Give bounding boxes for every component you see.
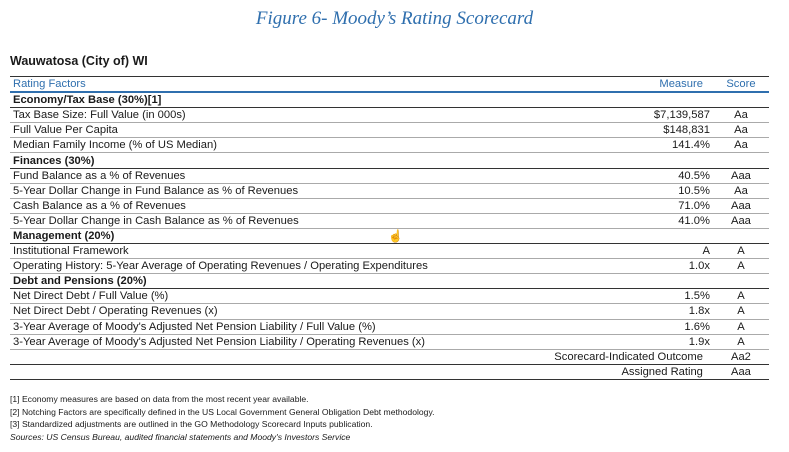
header-rating-factors: Rating Factors (10, 77, 617, 93)
measure-cell: A (617, 244, 713, 259)
score-cell: A (713, 319, 769, 334)
table-row (10, 138, 769, 153)
factor-cell: Full Value Per Capita (10, 123, 617, 138)
table-row (10, 319, 769, 334)
section-title: Debt and Pensions (20%) (10, 274, 769, 289)
measure-cell: 10.5% (617, 183, 713, 198)
score-cell: Aaa (713, 168, 769, 183)
factor-cell: Net Direct Debt / Full Value (%) (10, 289, 617, 304)
factor-cell: Fund Balance as a % of Revenues (10, 168, 617, 183)
factor-cell: 3-Year Average of Moody's Adjusted Net Pension Liability / Operating Revenues (x) (10, 334, 617, 349)
score-cell: A (713, 334, 769, 349)
score-cell: A (713, 259, 769, 274)
score-cell: Aa (713, 183, 769, 198)
factor-cell: 3-Year Average of Moody's Adjusted Net Pension Liability / Full Value (%) (10, 319, 617, 334)
score-cell: Aaa (713, 198, 769, 213)
table-row (10, 168, 769, 183)
measure-cell: 1.6% (617, 319, 713, 334)
measure-cell: 1.8x (617, 304, 713, 319)
table-header-row (10, 77, 769, 93)
section-title: Finances (30%) (10, 153, 769, 168)
rating-scorecard-table (10, 76, 769, 380)
measure-cell: 40.5% (617, 168, 713, 183)
factor-cell: 5-Year Dollar Change in Fund Balance as % of Revenues (10, 183, 617, 198)
header-measure: Measure (617, 77, 713, 93)
summary-row (10, 364, 769, 379)
score-cell: A (713, 244, 769, 259)
summary-label: Assigned Rating (10, 364, 713, 379)
score-cell: Aa (713, 123, 769, 138)
factor-cell: Net Direct Debt / Operating Revenues (x) (10, 304, 617, 319)
summary-score: Aaa (713, 364, 769, 379)
table-row (10, 259, 769, 274)
table-row (10, 334, 769, 349)
section-title: Economy/Tax Base (30%)[1] (10, 92, 769, 108)
table-row (10, 198, 769, 213)
measure-cell: $7,139,587 (617, 108, 713, 123)
factor-cell: Median Family Income (% of US Median) (10, 138, 617, 153)
sources-note: Sources: US Census Bureau, audited financial statements and Moody's Investors Service (10, 431, 351, 442)
measure-cell: 1.9x (617, 334, 713, 349)
factor-cell: Tax Base Size: Full Value (in 000s) (10, 108, 617, 123)
header-score: Score (713, 77, 769, 93)
entity-name: Wauwatosa (City of) WI (10, 54, 148, 68)
section-title: Management (20%) (10, 228, 769, 243)
table-row (10, 183, 769, 198)
table-row (10, 108, 769, 123)
table-row (10, 289, 769, 304)
hand-cursor-icon: ☝ (388, 229, 403, 243)
factor-cell: Operating History: 5-Year Average of Operating Revenues / Operating Expenditures (10, 259, 617, 274)
score-cell: A (713, 304, 769, 319)
summary-row (10, 349, 769, 364)
footnote-1: [1] Economy measures are based on data from the most recent year available. (10, 394, 309, 404)
measure-cell: 1.5% (617, 289, 713, 304)
table-row (10, 213, 769, 228)
section-header-row (10, 274, 769, 289)
factor-cell: Institutional Framework (10, 244, 617, 259)
footnote-2: [2] Notching Factors are specifically defined in the US Local Government General Obligation Debt methodology. (10, 406, 435, 417)
measure-cell: 141.4% (617, 138, 713, 153)
score-cell: Aa (713, 138, 769, 153)
table-row (10, 304, 769, 319)
section-header-row (10, 153, 769, 168)
table-row (10, 123, 769, 138)
table-row (10, 244, 769, 259)
footnote-3: [3] Standardized adjustments are outlined in the GO Methodology Scorecard Inputs publication. (10, 419, 373, 429)
measure-cell: $148,831 (617, 123, 713, 138)
measure-cell: 41.0% (617, 213, 713, 228)
figure-title: Figure 6- Moody’s Rating Scorecard (255, 8, 534, 29)
measure-cell: 1.0x (617, 259, 713, 274)
section-header-row (10, 92, 769, 108)
score-cell: A (713, 289, 769, 304)
factor-cell: 5-Year Dollar Change in Cash Balance as % of Revenues (10, 213, 617, 228)
factor-cell: Cash Balance as a % of Revenues (10, 198, 617, 213)
summary-label: Scorecard-Indicated Outcome (10, 349, 713, 364)
score-cell: Aaa (713, 213, 769, 228)
footnotes (10, 393, 435, 443)
score-cell: Aa (713, 108, 769, 123)
summary-score: Aa2 (713, 349, 769, 364)
measure-cell: 71.0% (617, 198, 713, 213)
